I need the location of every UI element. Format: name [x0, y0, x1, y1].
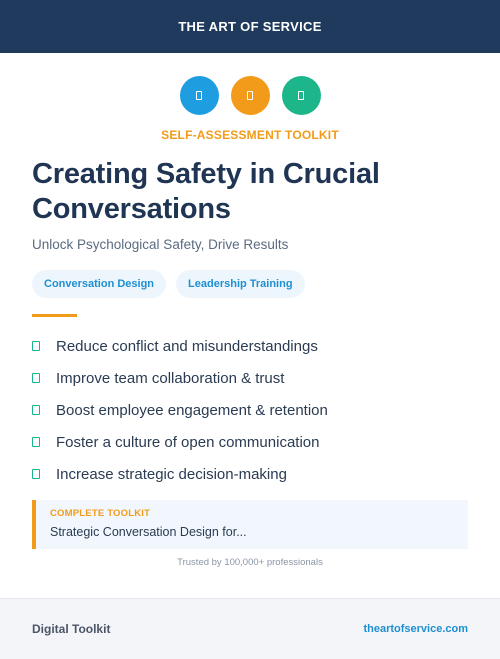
- benefit-text: Boost employee engagement & retention: [56, 401, 328, 419]
- list-item: [32, 426, 472, 458]
- brand-title: THE ART OF SERVICE: [178, 19, 322, 34]
- benefit-text: Improve team collaboration & trust: [56, 369, 285, 387]
- page-title: [32, 157, 472, 227]
- check-icon: [32, 341, 40, 351]
- footer-label: Digital Toolkit: [32, 622, 111, 636]
- trust-line: Trusted by 100,000+ professionals: [177, 557, 323, 568]
- check-icon: [32, 469, 40, 479]
- callout-text: Strategic Conversation Design for...: [50, 525, 247, 539]
- header-bar: [0, 0, 500, 53]
- toolkit-callout: [32, 500, 468, 549]
- subtitle: Unlock Psychological Safety, Drive Results: [32, 237, 289, 252]
- accent-divider: [32, 314, 77, 317]
- check-icon: [32, 405, 40, 415]
- icon-row: [0, 76, 500, 116]
- benefit-text: Foster a culture of open communication: [56, 433, 320, 451]
- tag-conversation-design: Conversation Design: [32, 270, 166, 298]
- benefit-text: Increase strategic decision-making: [56, 465, 287, 483]
- website-link[interactable]: theartofservice.com: [363, 623, 468, 635]
- list-item: [32, 362, 472, 394]
- doc-icon: [282, 76, 321, 115]
- check-icon: [32, 373, 40, 383]
- benefit-list: [32, 330, 472, 490]
- footer: [0, 598, 500, 659]
- benefit-text: Reduce conflict and misunderstandings: [56, 337, 318, 355]
- list-item: [32, 394, 472, 426]
- check-icon: [32, 437, 40, 447]
- title-line-2: Conversations: [32, 193, 231, 225]
- eyebrow-label: SELF-ASSESSMENT TOOLKIT: [161, 128, 339, 142]
- callout-label: COMPLETE TOOLKIT: [50, 508, 151, 519]
- tag-list: [32, 270, 305, 298]
- list-item: [32, 330, 472, 362]
- tag-leadership-training: Leadership Training: [176, 270, 305, 298]
- doc-icon: [180, 76, 219, 115]
- doc-icon: [231, 76, 270, 115]
- title-line-1: Creating Safety in Crucial: [32, 158, 380, 190]
- list-item: [32, 458, 472, 490]
